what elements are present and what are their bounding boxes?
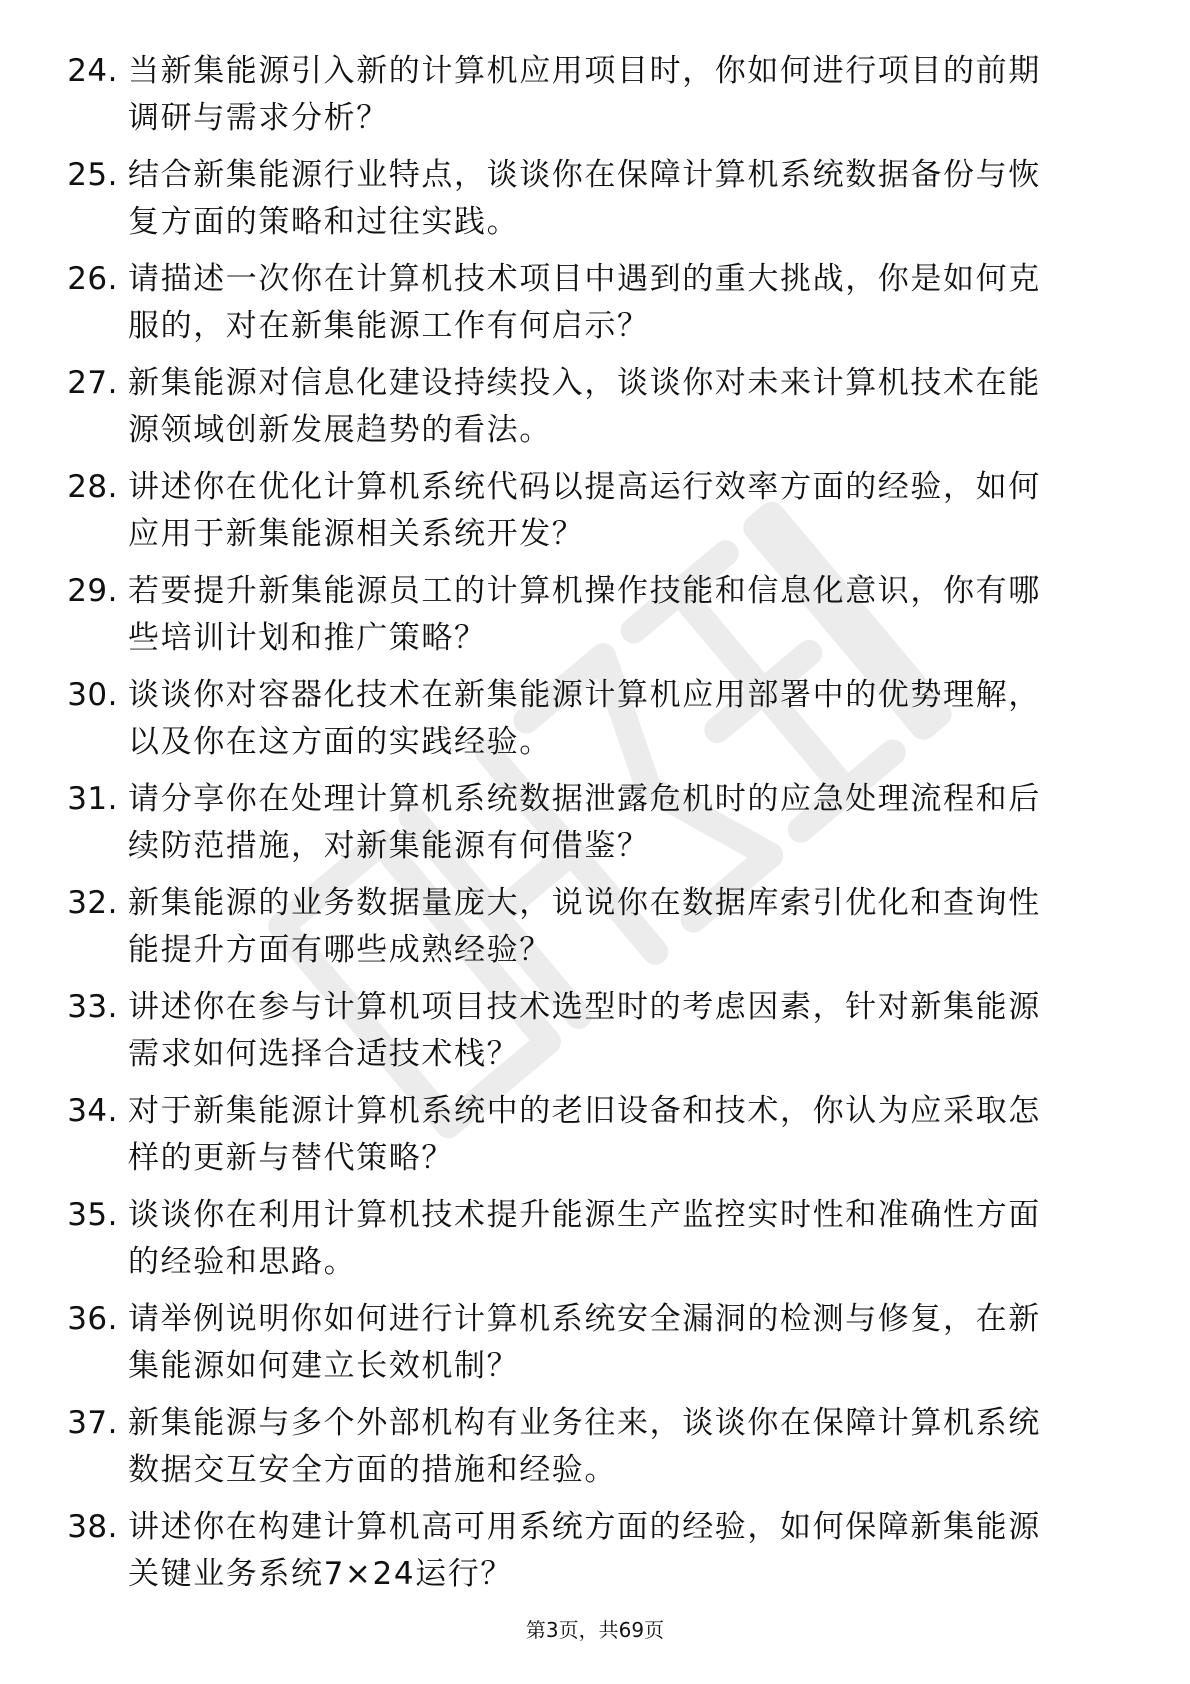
page-number: 第3页，共69页 (525, 1618, 665, 1642)
question-line: 谈谈你对容器化技术在新集能源计算机应用部署中的优势理解， (128, 677, 1041, 713)
question-number: 30. (67, 677, 118, 713)
question-line: 当新集能源引入新的计算机应用项目时，你如何进行项目的前期 (128, 53, 1041, 89)
question-line: 新集能源对信息化建设持续投入，谈谈你对未来计算机技术在能 (128, 365, 1041, 401)
question-number: 34. (67, 1093, 118, 1129)
question-line: 的经验和思路。 (128, 1244, 357, 1280)
question-number: 28. (67, 469, 118, 505)
question-text (128, 1192, 1088, 1286)
question-item (56, 776, 1116, 876)
question-line: 些培训计划和推广策略？ (128, 620, 487, 656)
question-line: 需求如何选择合适技术栈？ (128, 1036, 520, 1072)
question-line: 新集能源与多个外部机构有业务往来，谈谈你在保障计算机系统 (128, 1405, 1041, 1441)
question-text (128, 256, 1088, 350)
question-line: 谈谈你在利用计算机技术提升能源生产监控实时性和准确性方面 (128, 1197, 1041, 1233)
question-text (128, 1504, 1088, 1598)
question-line: 讲述你在优化计算机系统代码以提高运行效率方面的经验，如何 (128, 469, 1041, 505)
question-item (56, 672, 1116, 772)
question-text (128, 152, 1088, 246)
question-line: 若要提升新集能源员工的计算机操作技能和信息化意识，你有哪 (128, 573, 1041, 609)
question-text (128, 48, 1088, 142)
question-item (56, 1088, 1116, 1188)
question-item (56, 256, 1116, 356)
question-line: 复方面的策略和过往实践。 (128, 204, 520, 240)
question-number: 36. (67, 1301, 118, 1337)
question-line: 结合新集能源行业特点，谈谈你在保障计算机系统数据备份与恢 (128, 157, 1041, 193)
question-text (128, 672, 1088, 766)
question-text (128, 1400, 1088, 1494)
question-text (128, 1088, 1088, 1182)
question-line: 讲述你在参与计算机项目技术选型时的考虑因素，针对新集能源 (128, 989, 1041, 1025)
question-line: 源领域创新发展趋势的看法。 (128, 412, 552, 448)
question-item (56, 1504, 1116, 1604)
question-line: 请分享你在处理计算机系统数据泄露危机时的应急处理流程和后 (128, 781, 1041, 817)
question-line: 数据交互安全方面的措施和经验。 (128, 1452, 617, 1488)
question-number: 32. (67, 885, 118, 921)
question-number: 24. (67, 53, 118, 89)
question-number: 33. (67, 989, 118, 1025)
question-text (128, 464, 1088, 558)
question-line: 服的，对在新集能源工作有何启示？ (128, 308, 650, 344)
question-number: 38. (67, 1509, 118, 1545)
question-line: 续防范措施，对新集能源有何借鉴？ (128, 828, 650, 864)
question-line: 能提升方面有哪些成熟经验？ (128, 932, 552, 968)
question-item (56, 1192, 1116, 1292)
question-text (128, 880, 1088, 974)
question-item (56, 984, 1116, 1084)
question-line: 样的更新与替代策略？ (128, 1140, 454, 1176)
question-number: 35. (67, 1197, 118, 1233)
question-line: 请举例说明你如何进行计算机系统安全漏洞的检测与修复，在新 (128, 1301, 1041, 1337)
question-text (128, 776, 1088, 870)
question-text (128, 568, 1088, 662)
question-item (56, 152, 1116, 252)
question-item (56, 568, 1116, 668)
question-line: 请描述一次你在计算机技术项目中遇到的重大挑战，你是如何克 (128, 261, 1041, 297)
question-number: 29. (67, 573, 118, 609)
question-line: 关键业务系统7×24运行？ (128, 1556, 513, 1592)
question-line: 以及你在这方面的实践经验。 (128, 724, 552, 760)
question-item (56, 360, 1116, 460)
question-number: 37. (67, 1405, 118, 1441)
question-text (128, 1296, 1088, 1390)
question-line: 应用于新集能源相关系统开发？ (128, 516, 585, 552)
question-number: 31. (67, 781, 118, 817)
question-item (56, 1400, 1116, 1500)
question-item (56, 1296, 1116, 1396)
question-number: 25. (67, 157, 118, 193)
question-line: 对于新集能源计算机系统中的老旧设备和技术，你认为应采取怎 (128, 1093, 1041, 1129)
question-line: 调研与需求分析？ (128, 100, 389, 136)
question-item (56, 48, 1116, 148)
question-line: 讲述你在构建计算机高可用系统方面的经验，如何保障新集能源 (128, 1509, 1041, 1545)
question-text (128, 360, 1088, 454)
question-number: 26. (67, 261, 118, 297)
question-item (56, 464, 1116, 564)
question-number: 27. (67, 365, 118, 401)
question-item (56, 880, 1116, 980)
question-line: 新集能源的业务数据量庞大，说说你在数据库索引优化和查询性 (128, 885, 1041, 921)
question-text (128, 984, 1088, 1078)
question-line: 集能源如何建立长效机制？ (128, 1348, 520, 1384)
